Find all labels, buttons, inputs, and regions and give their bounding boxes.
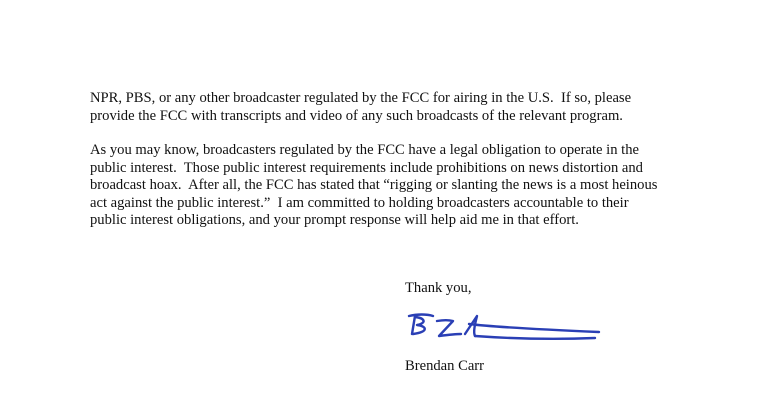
paragraph-line: public interest obligations, and your prompt response will help aid me in that effort. — [90, 212, 579, 229]
handwritten-signature — [403, 310, 603, 352]
paragraph-line: act against the public interest.” I am committed to holding broadcasters accountable to their — [90, 194, 629, 211]
paragraph-line: NPR, PBS, or any other broadcaster regulated by the FCC for airing in the U.S. If so, please — [90, 90, 632, 106]
paragraph-line: As you may know, broadcasters regulated by the FCC have a legal obligation to operate in the — [90, 142, 640, 158]
paragraph-line: broadcast hoax. After all, the FCC has stated that “rigging or slanting the news is a most heinous — [90, 177, 658, 194]
letter-paragraph — [90, 90, 690, 125]
letter-paragraph — [90, 142, 690, 230]
paragraph-line: public interest. Those public interest requirements include prohibitions on news distortion and — [90, 159, 643, 176]
signer-name: Brendan Carr — [405, 358, 485, 374]
closing-text: Thank you, — [405, 280, 472, 296]
paragraph-line: provide the FCC with transcripts and video of any such broadcasts of the relevant program. — [90, 107, 623, 124]
